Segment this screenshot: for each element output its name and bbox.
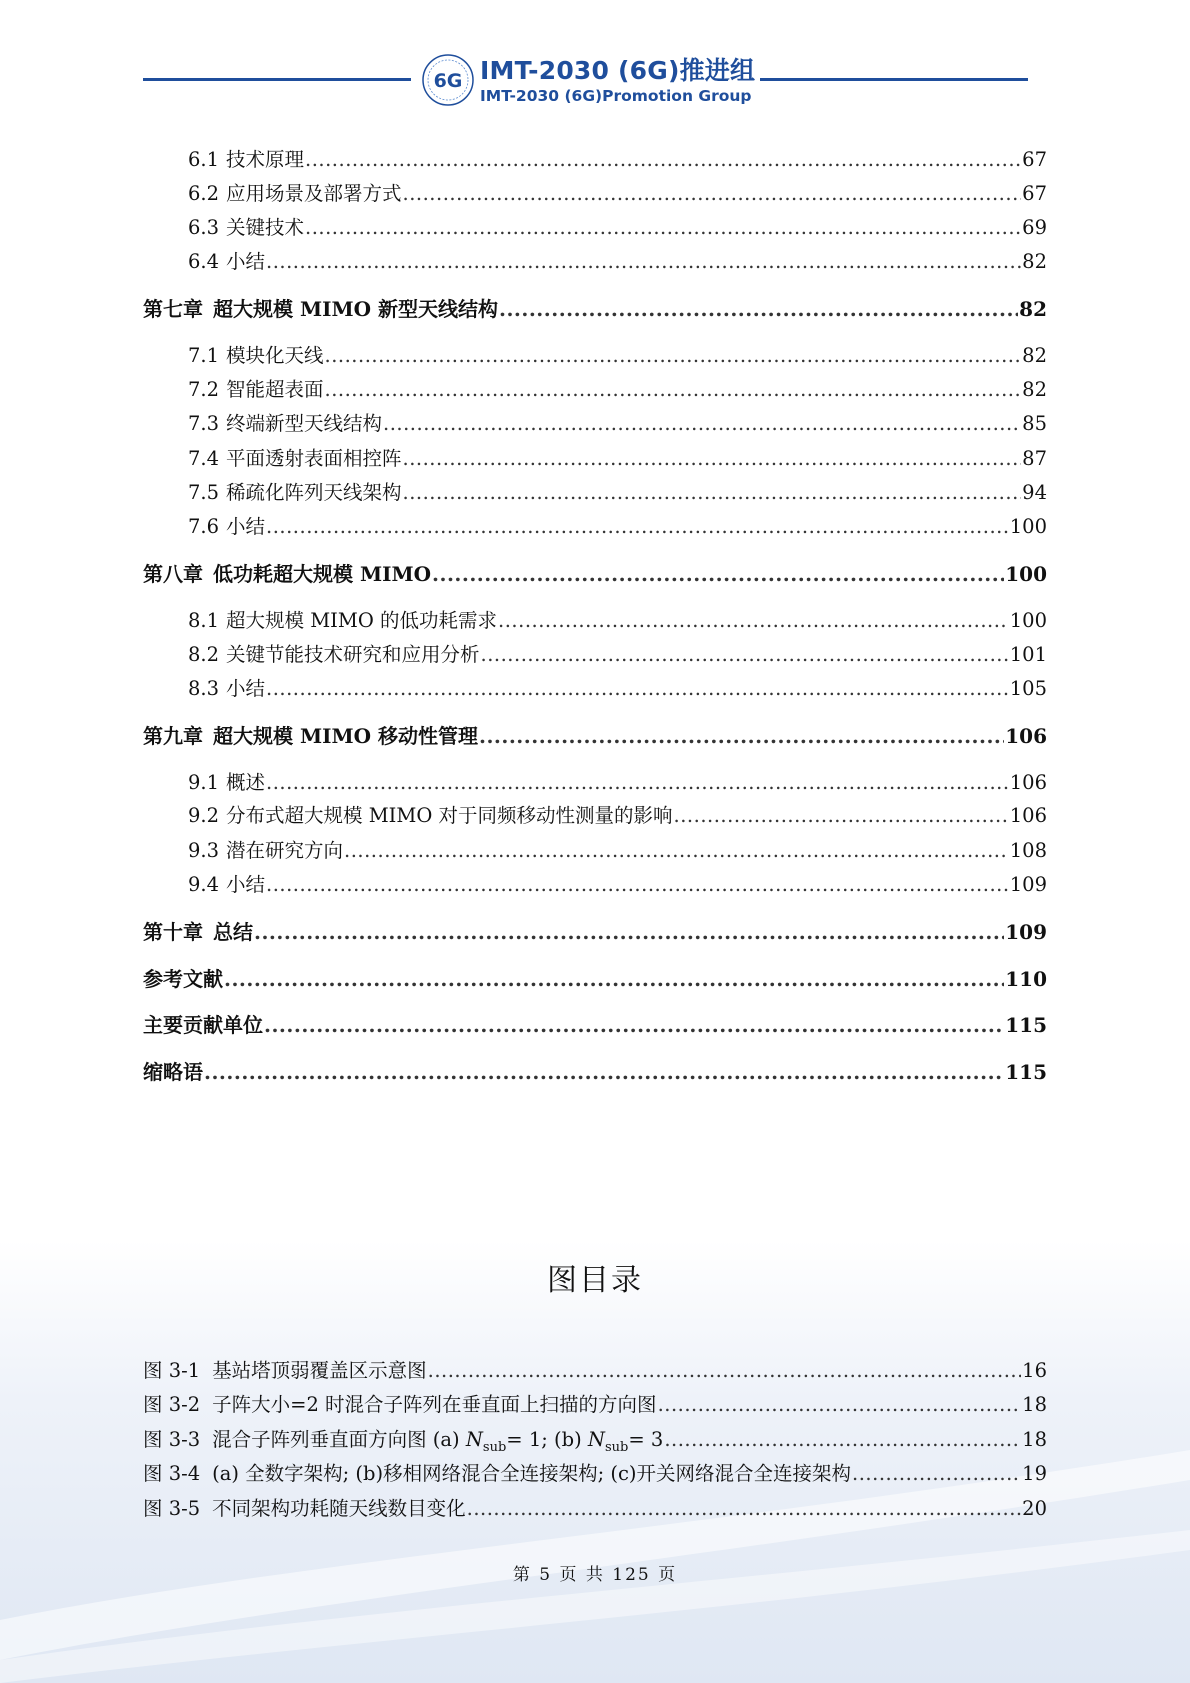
brand-title-en: IMT-2030 (6G)Promotion Group xyxy=(480,87,752,105)
toc-entry-9-2[interactable]: 9.2 分布式超大规模 MIMO 对于同频移动性测量的影响 ..... 106 xyxy=(0,801,1190,831)
toc-entry-6-2[interactable]: 6.2 应用场景及部署方式 ..... 67 xyxy=(0,179,1190,209)
brand-title-cn: IMT-2030 (6G)推进组 xyxy=(480,56,756,85)
figure-entry-3-1[interactable]: 图 3-1 基站塔顶弱覆盖区示意图 ..... 16 xyxy=(0,1356,1190,1386)
figure-entry-3-3[interactable]: 图 3-3 混合子阵列垂直面方向图 (a) $N_{sub}= 1$; (b) $N_{sub}= 3$ ..... 18 xyxy=(0,1425,1190,1455)
figure-list-title: 图目录 xyxy=(547,1263,643,1298)
figure-entry-3-4[interactable]: 图 3-4 (a) 全数字架构; (b)移相网络混合全连接架构; (c)开关网络混合全连接架构 ..... 19 xyxy=(0,1459,1190,1489)
toc-entry-6-3[interactable]: 6.3 关键技术 ..... 69 xyxy=(0,213,1190,243)
toc-entry-7-2[interactable]: 7.2 智能超表面 ..... 82 xyxy=(0,375,1190,405)
toc-entry-8-2[interactable]: 8.2 关键节能技术研究和应用分析 ..... 101 xyxy=(0,640,1190,670)
toc-chapter-7[interactable]: 第七章 超大规模 MIMO 新型天线结构 ..... 82 xyxy=(0,294,1190,324)
svg-text:6G: 6G xyxy=(433,70,463,92)
toc-entry-7-3[interactable]: 7.3 终端新型天线结构 ..... 85 xyxy=(0,409,1190,439)
page-footer: 第 5 页 共 125 页 xyxy=(512,1565,678,1585)
toc-chapter-10[interactable]: 第十章 总结 ..... 109 xyxy=(0,917,1190,947)
toc-contributors[interactable]: 主要贡献单位 ..... 115 xyxy=(0,1010,1190,1040)
toc-entry-7-4[interactable]: 7.4 平面透射表面相控阵 ..... 87 xyxy=(0,444,1190,474)
toc-entry-7-1[interactable]: 7.1 模块化天线 ..... 82 xyxy=(0,341,1190,371)
toc-entry-7-5[interactable]: 7.5 稀疏化阵列天线架构 ..... 94 xyxy=(0,478,1190,508)
toc-entry-9-1[interactable]: 9.1 概述 ..... 106 xyxy=(0,768,1190,798)
toc-entry-9-3[interactable]: 9.3 潜在研究方向 ..... 108 xyxy=(0,836,1190,866)
toc-references[interactable]: 参考文献 ..... 110 xyxy=(0,964,1190,994)
toc-entry-6-1[interactable]: 6.1 技术原理 ..... 67 xyxy=(0,145,1190,175)
toc-entry-6-4[interactable]: 6.4 小结 ..... 82 xyxy=(0,247,1190,277)
toc-entry-9-4[interactable]: 9.4 小结 ..... 109 xyxy=(0,870,1190,900)
toc-abbreviations[interactable]: 缩略语 ..... 115 xyxy=(0,1057,1190,1087)
figure-entry-3-2[interactable]: 图 3-2 子阵大小=2 时混合子阵列在垂直面上扫描的方向图 ..... 18 xyxy=(0,1390,1190,1420)
toc-entry-7-6[interactable]: 7.6 小结 ..... 100 xyxy=(0,512,1190,542)
toc-entry-8-1[interactable]: 8.1 超大规模 MIMO 的低功耗需求 ..... 100 xyxy=(0,606,1190,636)
toc-chapter-8[interactable]: 第八章 低功耗超大规模 MIMO ..... 100 xyxy=(0,559,1190,589)
toc-entry-8-3[interactable]: 8.3 小结 ..... 105 xyxy=(0,674,1190,704)
toc-chapter-9[interactable]: 第九章 超大规模 MIMO 移动性管理 ..... 106 xyxy=(0,721,1190,751)
figure-entry-3-5[interactable]: 图 3-5 不同架构功耗随天线数目变化 ..... 20 xyxy=(0,1494,1190,1524)
